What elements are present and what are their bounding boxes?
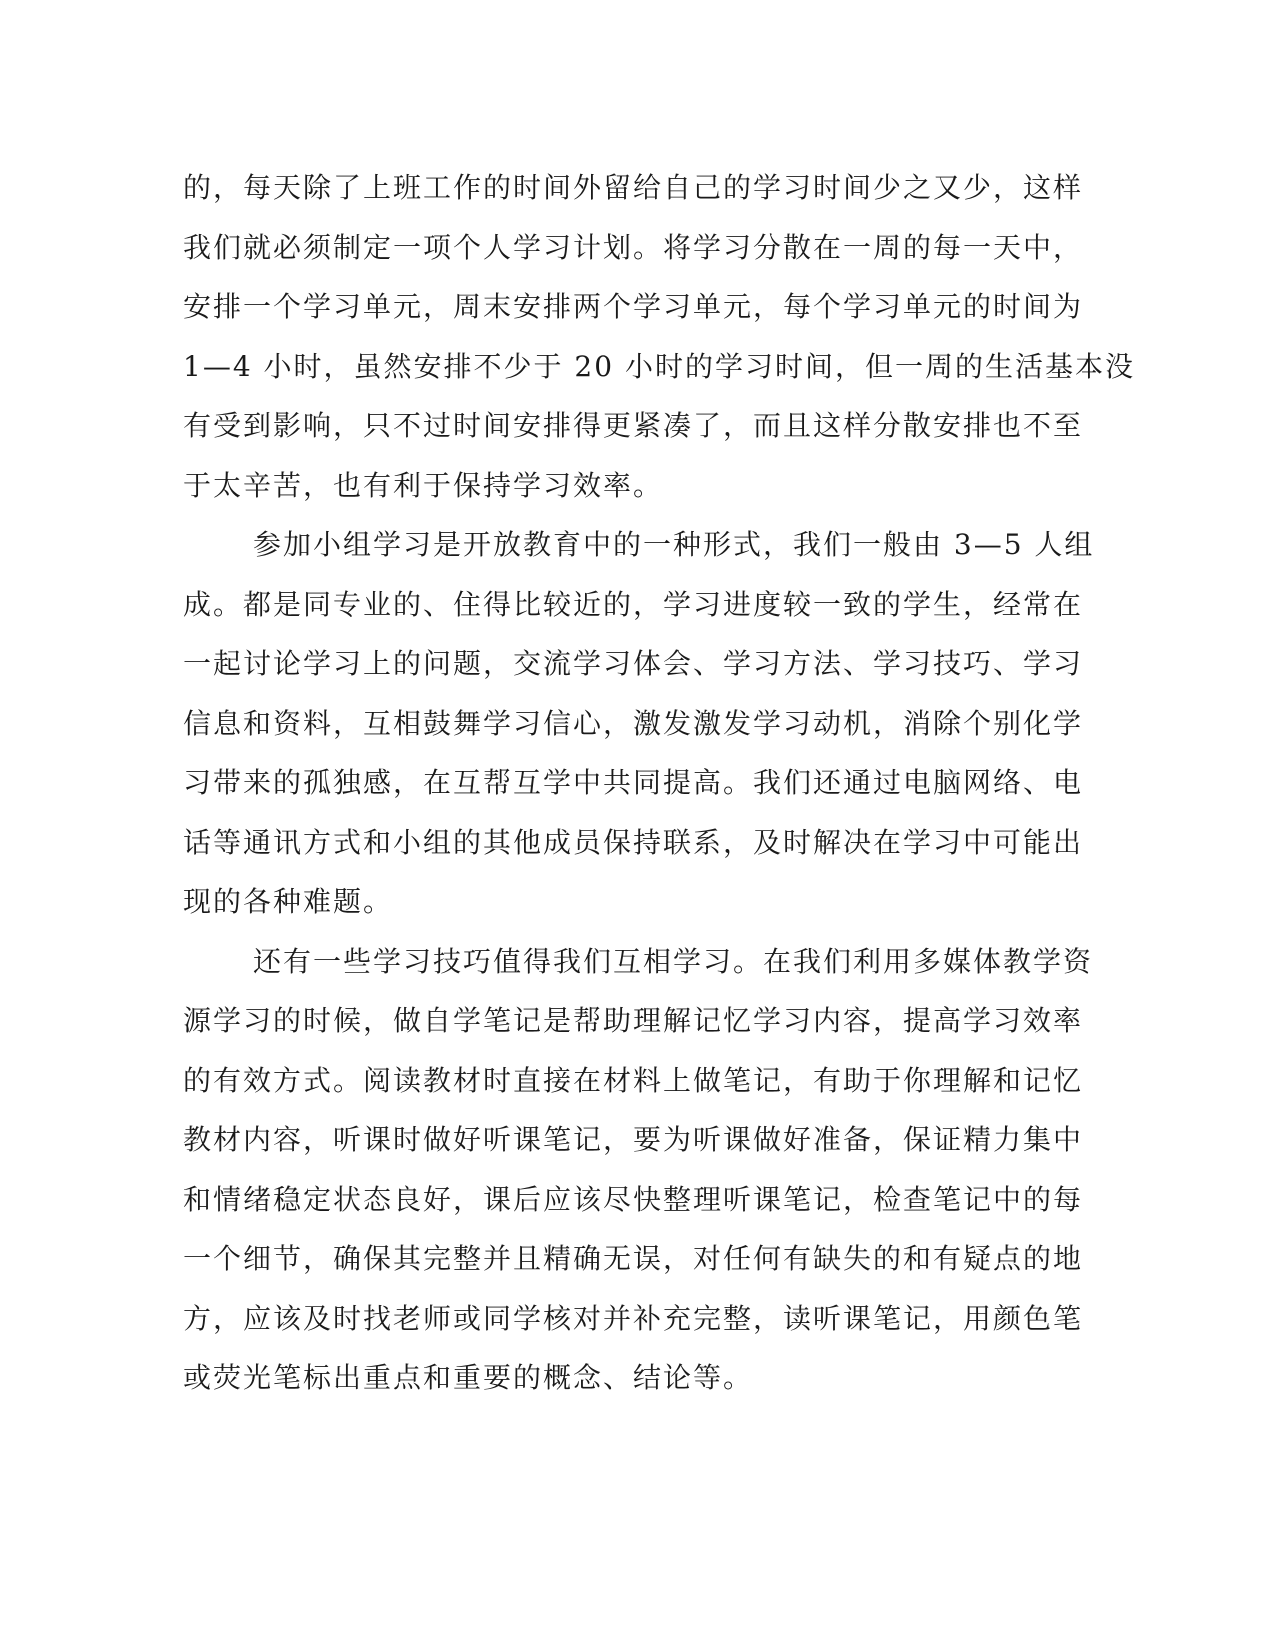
text-line: 方，应该及时找老师或同学核对并补充完整，读听课笔记，用颜色笔 [183, 1301, 1084, 1335]
text-line: 信息和资料，互相鼓舞学习信心，激发激发学习动机，消除个别化学 [183, 706, 1084, 740]
paragraph-1 [183, 158, 1135, 515]
text-line: 习带来的孤独感，在互帮互学中共同提高。我们还通过电脑网络、电 [183, 766, 1084, 799]
text-line: 一起讨论学习上的问题，交流学习体会、学习方法、学习技巧、学习 [183, 647, 1084, 680]
text-line: 我们就必须制定一项个人学习计划。将学习分散在一周的每一天中， [183, 230, 1084, 264]
text-line: 话等通讯方式和小组的其他成员保持联系，及时解决在学习中可能出 [183, 825, 1084, 859]
text-line: 1—4 小时，虽然安排不少于 20 小时的学习时间，但一周的生活基本没 [183, 349, 1135, 383]
text-line: 一个细节，确保其完整并且精确无误，对任何有缺失的和有疑点的地 [183, 1242, 1084, 1275]
text-line: 源学习的时候，做自学笔记是帮助理解记忆学习内容，提高学习效率 [183, 1004, 1084, 1037]
text-line: 的，每天除了上班工作的时间外留给自己的学习时间少之又少，这样 [183, 171, 1084, 204]
text-line: 参加小组学习是开放教育中的一种形式，我们一般由 3—5 人组 [253, 528, 1095, 561]
body-text [183, 158, 1135, 1408]
text-line: 和情绪稳定状态良好，课后应该尽快整理听课笔记，检查笔记中的每 [183, 1182, 1084, 1216]
text-line: 于太辛苦，也有利于保持学习效率。 [183, 468, 664, 502]
text-line: 教材内容，听课时做好听课笔记，要为听课做好准备，保证精力集中 [183, 1123, 1084, 1156]
text-line: 或荧光笔标出重点和重要的概念、结论等。 [183, 1361, 754, 1394]
text-line: 现的各种难题。 [183, 885, 394, 918]
paragraph-2 [183, 515, 1095, 932]
text-line: 有受到影响，只不过时间安排得更紧凑了，而且这样分散安排也不至 [183, 409, 1084, 442]
paragraph-3 [183, 932, 1094, 1408]
text-line: 的有效方式。阅读教材时直接在材料上做笔记，有助于你理解和记忆 [183, 1063, 1084, 1097]
text-line: 还有一些学习技巧值得我们互相学习。在我们利用多媒体教学资 [253, 944, 1094, 978]
text-line: 成。都是同专业的、住得比较近的，学习进度较一致的学生，经常在 [183, 587, 1084, 621]
text-line: 安排一个学习单元，周末安排两个学习单元，每个学习单元的时间为 [183, 290, 1084, 323]
